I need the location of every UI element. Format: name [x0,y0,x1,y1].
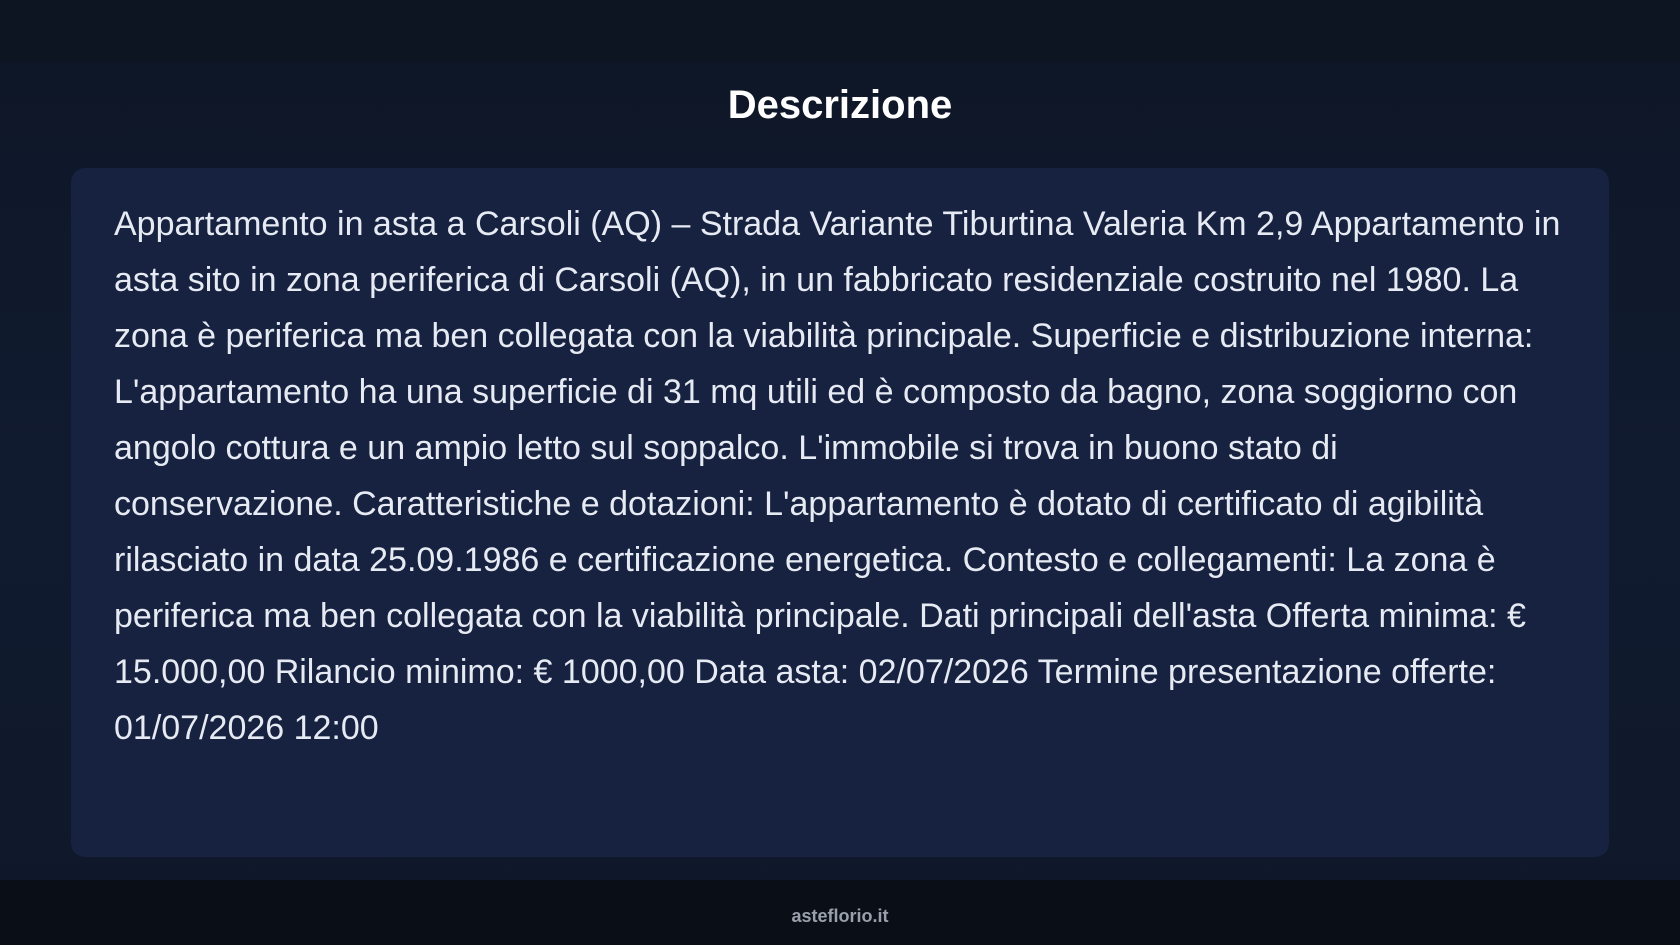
section-title: Descrizione [727,83,953,127]
footer [0,880,1680,945]
footer-site-name: asteflorio.it [791,906,889,926]
description-card [71,168,1609,857]
description-text: Appartamento in asta a Carsoli (AQ) – Strada Variante Tiburtina Valeria Km 2,9 Appartamento in asta sito in zona periferica di Carsoli (AQ), in un fabbricato residenziale costruito nel 1980. La zona è periferica ma ben collegata con la viabilità principale. Superficie e distribuzione interna: L'appartamento ha una superficie di 31 mq utili ed è composto da bagno, zona soggiorno con angolo cottura e un ampio letto sul soppalco. L'immobile si trova in buono stato di conservazione. Caratteristiche e dotazioni: L'appartamento è dotato di certificato di agibilità rilasciato in data 25.09.1986 e certificazione energetica. Contesto e collegamenti: La zona è periferica ma ben collegata con la viabilità principale. Dati principali dell'asta Offerta minima: € 15.000,00 Rilancio minimo: € 1000,00 Data asta: 02/07/2026 Termine presentazione offerte: 01/07/2026 12:00 [114,205,1561,747]
top-bar [0,0,1680,62]
